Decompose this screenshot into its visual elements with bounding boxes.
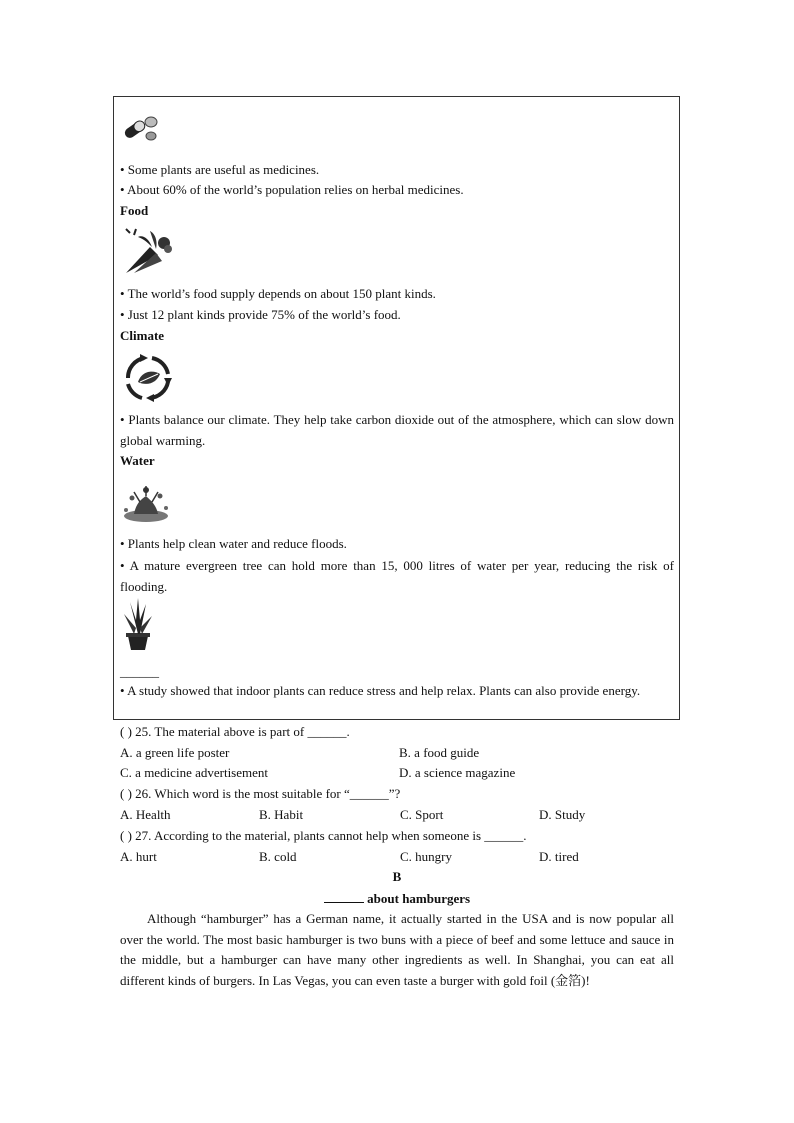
section-b-title-text: about hamburgers <box>367 891 471 906</box>
q25-option-b: B. a food guide <box>399 745 480 760</box>
q25-option-d: D. a science magazine <box>399 765 516 780</box>
climate-text: • Plants balance our climate. They help take carbon dioxide out of the atmosphere, which can slow down global warming. <box>120 412 674 448</box>
climate-cycle-icon <box>120 352 176 404</box>
missing-heading-blank: ______ <box>120 664 159 679</box>
q27-option-d: D. tired <box>539 849 579 864</box>
section-b-label: B <box>392 869 402 884</box>
title-blank <box>324 890 364 903</box>
question-27: ( ) 27. According to the material, plants cannot help when someone is ______. <box>120 828 527 843</box>
water-heading: Water <box>120 453 155 468</box>
food-heading: Food <box>120 203 149 218</box>
q26-option-d: D. Study <box>539 807 586 822</box>
medicine-bullet-1: • Some plants are useful as medicines. <box>120 162 320 177</box>
food-bullet-2: • Just 12 plant kinds provide 75% of the world’s food. <box>120 307 401 322</box>
potted-plant-icon <box>120 598 156 652</box>
q25-option-c: C. a medicine advertisement <box>120 765 269 780</box>
water-bullet-2: • A mature evergreen tree can hold more than 15, 000 litres of water per year, reducing the risk of flooding. <box>120 558 674 594</box>
food-bullet-1: • The world’s food supply depends on about 150 plant kinds. <box>120 286 436 301</box>
water-splash-icon <box>120 482 172 526</box>
question-25: ( ) 25. The material above is part of ______. <box>120 724 350 739</box>
hamburger-paragraph: Although “hamburger” has a German name, it actually started in the USA and is now popular all over the world. The most basic hamburger is two buns with a piece of beef and some lettuce and sauce in the middle, but a hamburger can have many other ingredients as well. In Shanghai, you can eat all different kinds of burgers. In Las Vegas, you can even taste a burger with gold foil (金箔)! <box>120 911 674 988</box>
q26-option-a: A. Health <box>120 807 171 822</box>
pill-icon <box>120 108 160 148</box>
q26-option-c: C. Sport <box>400 807 444 822</box>
q27-option-b: B. cold <box>259 849 297 864</box>
q25-option-a: A. a green life poster <box>120 745 230 760</box>
question-26: ( ) 26. Which word is the most suitable for “______”? <box>120 786 401 801</box>
medicine-bullet-2: • About 60% of the world’s population relies on herbal medicines. <box>120 182 464 197</box>
water-bullet-1: • Plants help clean water and reduce floods. <box>120 536 347 551</box>
climate-heading: Climate <box>120 328 165 343</box>
carrot-icon <box>120 227 176 277</box>
q27-option-a: A. hurt <box>120 849 157 864</box>
q26-option-b: B. Habit <box>259 807 304 822</box>
q27-option-c: C. hungry <box>400 849 452 864</box>
section-b-title <box>0 890 794 907</box>
study-text: • A study showed that indoor plants can reduce stress and help relax. Plants can also provide energy. <box>120 683 641 698</box>
